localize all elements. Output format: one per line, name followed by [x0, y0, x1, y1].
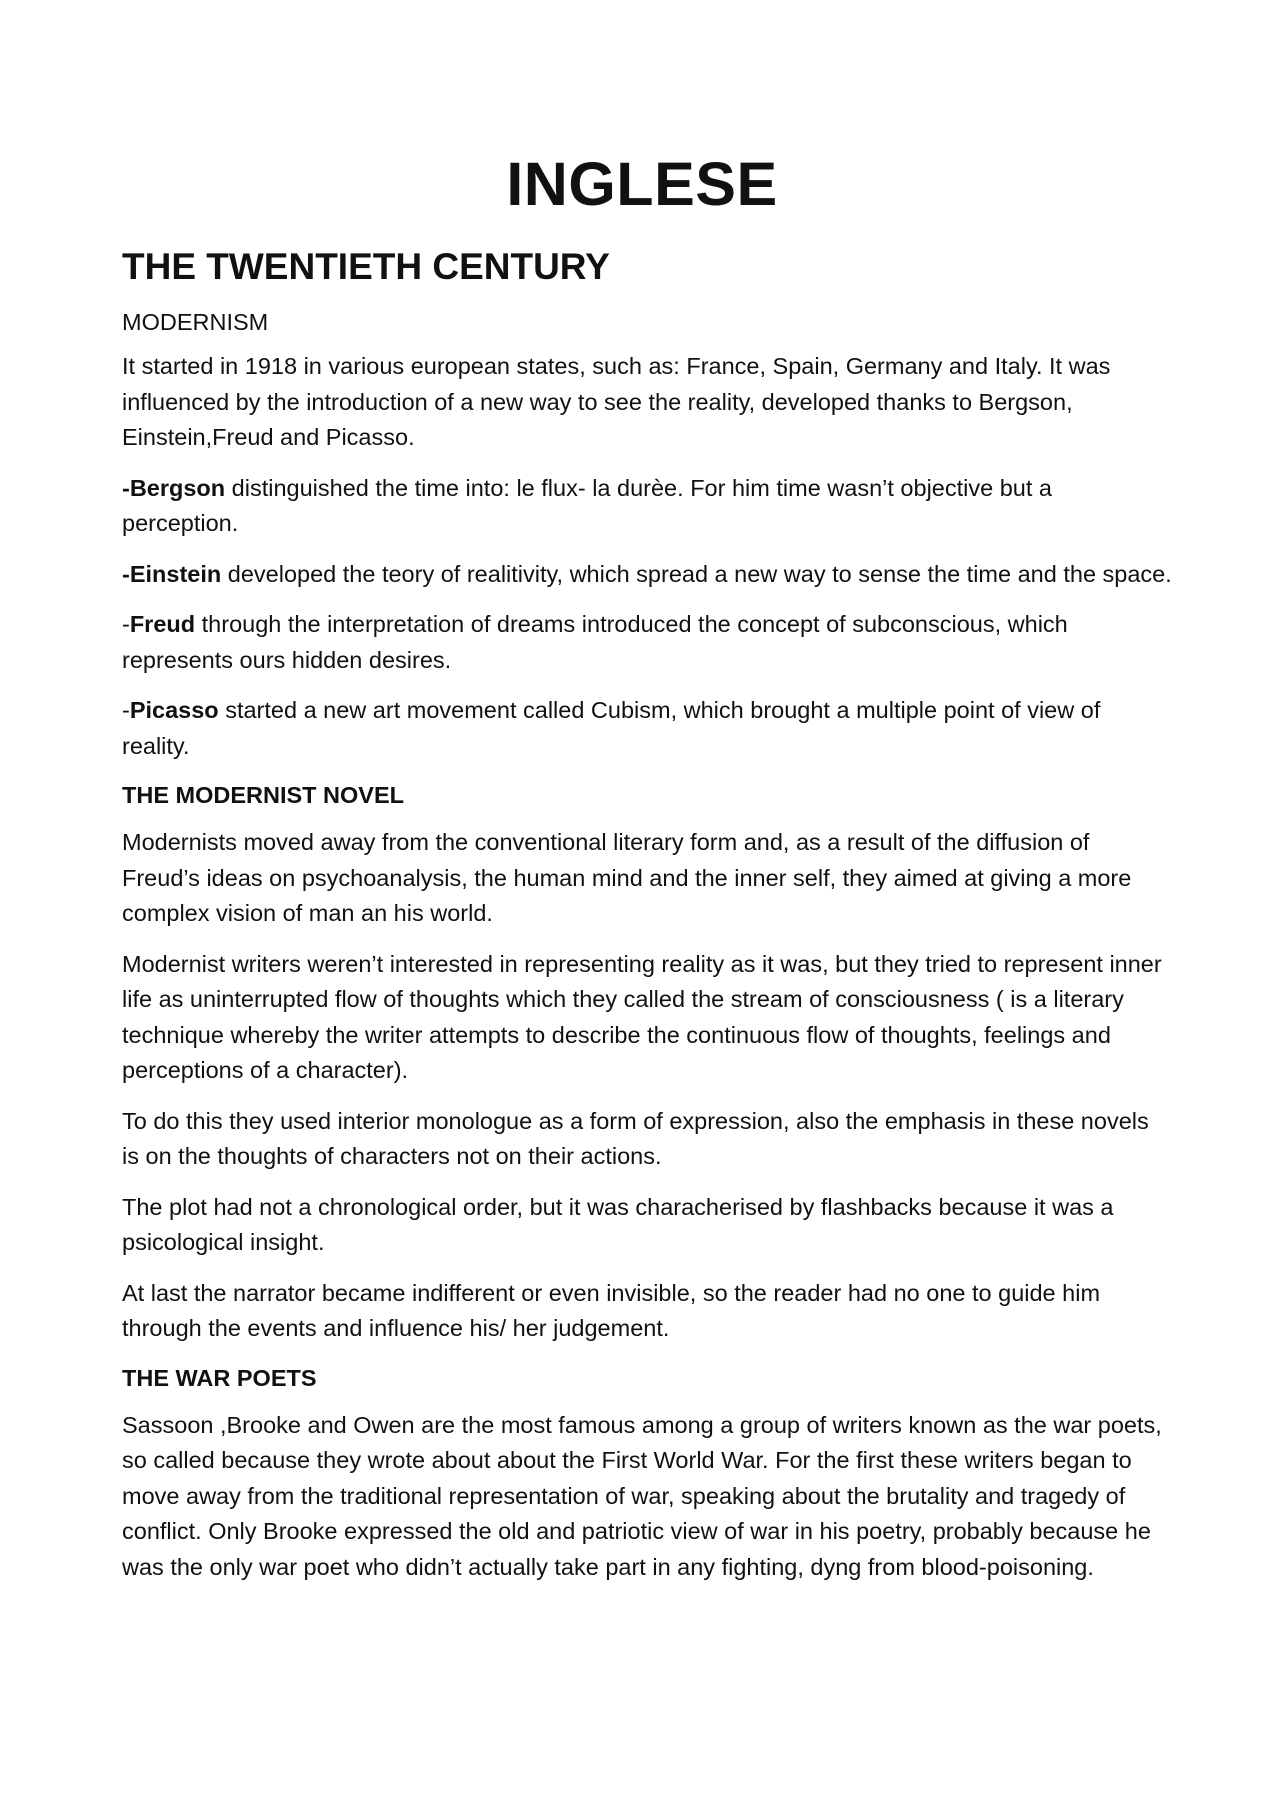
modernist-novel-paragraph: The plot had not a chronological order, but it was characherised by flashbacks because it was a psicological insight.: [122, 1193, 1114, 1255]
heading-war-poets: THE WAR POETS: [122, 1364, 317, 1391]
figure-paragraph-picasso: [122, 693, 1172, 764]
war-poets-paragraph: Sassoon ,Brooke and Owen are the most famous among a group of writers known as the war poets, so called because they wrote about about the First World War. For the first these writers began to move away from the traditional representation of war, speaking about the brutality and tragedy of conflict. Only Brooke expressed the old and patriotic view of war in his poetry, probably because he was the only war poet who didn’t actually take part in any fighting, dyng from blood-poisoning.: [122, 1411, 1162, 1580]
figure-text: developed the teory of realitivity, which spread a new way to sense the time and the space.: [221, 560, 1172, 587]
modernist-novel-paragraph: Modernists moved away from the conventional literary form and, as a result of the diffusion of Freud’s ideas on psychoanalysis, the human mind and the inner self, they aimed at giving a more complex vision of man an his world.: [122, 829, 1132, 926]
figure-name: Picasso: [129, 697, 219, 723]
figure-prefix: -: [122, 611, 130, 637]
heading-modernist-novel: THE MODERNIST NOVEL: [122, 782, 405, 808]
figure-text: distinguished the time into: le flux- la durèe. For him time wasn’t objective but a perception.: [122, 474, 1052, 536]
document-body: [122, 307, 1172, 1600]
figure-paragraph-einstein: [122, 557, 1172, 593]
modernist-novel-paragraph: Modernist writers weren’t interested in representing reality as it was, but they tried to represent inner life as uninterrupted flow of thoughts which they called the stream of consciousness ( is a literary technique whereby the writer attempts to describe the continuous flow of thoughts, feelings and perceptions of a character).: [122, 950, 1162, 1083]
figure-name: -Einstein: [122, 560, 222, 587]
modernist-novel-paragraph: At last the narrator became indifferent or even invisible, so the reader had no one to guide him through the events and influence his/ her judgement.: [122, 1279, 1101, 1341]
figure-name: Freud: [129, 611, 196, 637]
modernist-novel-paragraph: To do this they used interior monologue as a form of expression, also the emphasis in these novels is on the thoughts of characters not on their actions.: [122, 1107, 1149, 1169]
figure-text: through the interpretation of dreams introduced the concept of subconscious, which represents ours hidden desires.: [122, 611, 1068, 673]
section-title: THE TWENTIETH CENTURY: [122, 246, 610, 287]
figure-paragraph-freud: [122, 607, 1172, 678]
figure-prefix: -: [122, 697, 130, 723]
figure-paragraph-bergson: [122, 471, 1172, 542]
intro-paragraph: It started in 1918 in various european states, such as: France, Spain, Germany and Italy. It was influenced by the introduction of a new way to see the reality, developed thanks to Bergson, Einstein,Freud and Picasso.: [122, 353, 1111, 450]
subtitle-modernism: MODERNISM: [122, 309, 269, 335]
figure-name: -Bergson: [122, 474, 226, 501]
figure-text: started a new art movement called Cubism, which brought a multiple point of view of reality.: [122, 697, 1101, 759]
document-title: INGLESE: [506, 150, 778, 218]
